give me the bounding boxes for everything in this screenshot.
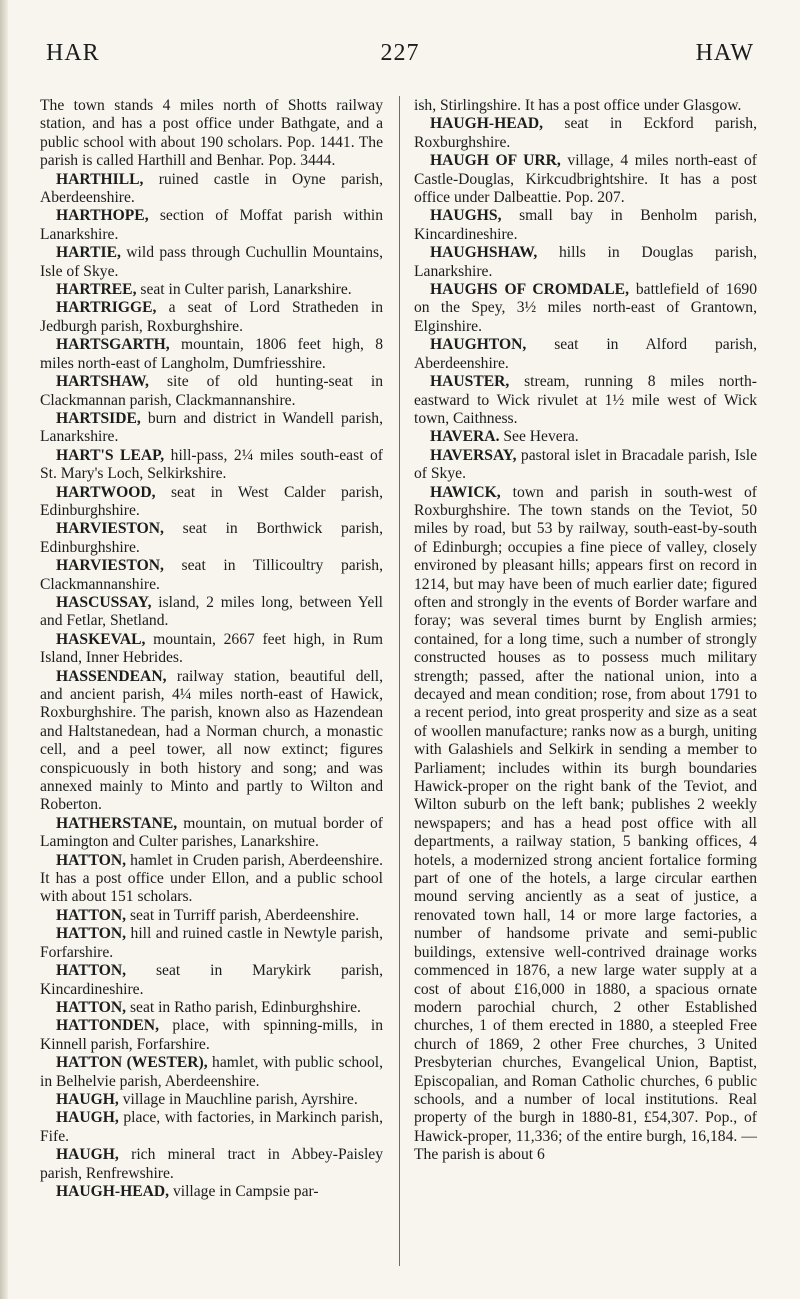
entry-text: hill-pass, 2¼ miles south-east of St. Mary's Loch, Selkirkshire. bbox=[40, 446, 383, 483]
gazetteer-entry bbox=[40, 925, 383, 962]
entry-headword: HARTHOPE, bbox=[56, 207, 149, 225]
gazetteer-entry bbox=[414, 152, 757, 207]
entry-headword: HATTON, bbox=[56, 962, 127, 980]
gazetteer-entry bbox=[414, 207, 757, 244]
gazetteer-entry bbox=[40, 97, 383, 171]
gazetteer-entry bbox=[40, 207, 383, 244]
entry-headword: HATTON, bbox=[56, 925, 127, 943]
gazetteer-entry bbox=[40, 907, 383, 925]
entry-text: rich mineral tract in Abbey-Paisley parish, Renfrewshire. bbox=[40, 1146, 383, 1182]
entry-headword: HAUGH, bbox=[56, 1090, 119, 1108]
gazetteer-entry bbox=[40, 631, 383, 668]
running-head-left: HAR bbox=[46, 40, 100, 66]
entry-text: town and parish in south-west of Roxburghshire. The town stands on the Teviot, 50 miles by road, but 53 by railway, south-east-by-south of Edinburgh; occupies a fine piece of valley, closely environed by pleasant hills; appears first on record in 1214, but may have been of much earlier date; figured often and strongly in the events of Border warfare and foray; was several times burnt by English armies; contained, for a long time, such a number of strongly constructed houses as to possess much military strength; passed, after the national union, into a decayed and mean condition; rose, from about 1791 to a recent period, into great prosperity and size as a seat of woollen manufacture; ranks now as a burgh, uniting with Galashiels and Selkirk in sending a member to Parliament; includes within its burgh boundaries Hawick-proper on the right bank of the Teviot, and Wilton suburb on the left bank; publishes 2 weekly newspapers; and has a head post office with all departments, a railway station, 5 banking offices, 4 hotels, a modernized strong ancient fortalice forming part of one of the hotels, a large circular earthen mound serving anciently as a seat of justice, a renovated town hall, 14 or more large factories, a number of handsome private and semi-public buildings, extensive well-contrived drainage works commenced in 1876, a new large water supply at a cost of about £16,000 in 1880, a spacious ornate modern parochial church, 2 other Established churches, 1 of them erected in 1880, a steepled Free church of 1869, 2 other Free churches, 3 United Presbyterian churches, Evangelical Union, Baptist, Episcopalian, and Roman Catholic churches, 6 public schools, and a number of local institutions. Real property of the burgh in 1880-81, £54,307. Pop., of Hawick-proper, 11,336; of the entire burgh, 16,184. — The parish is about 6 bbox=[414, 483, 757, 1164]
entry-headword: HASSENDEAN, bbox=[56, 667, 167, 685]
entry-text: seat in Eckford parish, Roxburghshire. bbox=[414, 115, 757, 151]
gazetteer-entry bbox=[40, 594, 383, 631]
entry-headword: HASKEVAL, bbox=[56, 630, 146, 648]
entry-text: See Hevera. bbox=[503, 428, 579, 446]
gazetteer-entry bbox=[40, 373, 383, 410]
entry-headword: HARTRIGGE, bbox=[56, 299, 157, 317]
entry-text: seat in Alford parish, Aberdeenshire. bbox=[414, 336, 757, 372]
gazetteer-entry bbox=[40, 999, 383, 1017]
entry-text: village, 4 miles north-east of Castle-Douglas, Kirkcudbrightshire. It has a post office under Dalbeattie. Pop. 207. bbox=[414, 152, 757, 207]
gazetteer-entry bbox=[414, 373, 757, 428]
entry-text: hamlet in Cruden parish, Aberdeenshire. It has a post office under Ellon, and a public school with about 151 scholars. bbox=[40, 851, 383, 906]
gazetteer-entry bbox=[414, 244, 757, 281]
gazetteer-entry bbox=[414, 336, 757, 373]
gazetteer-entry bbox=[40, 299, 383, 336]
gazetteer-entry bbox=[40, 336, 383, 373]
entry-headword: HASCUSSAY, bbox=[56, 593, 152, 611]
gazetteer-entry bbox=[40, 557, 383, 594]
gazetteer-entry bbox=[40, 668, 383, 815]
entry-text: seat in Turriff parish, Aberdeenshire. bbox=[129, 906, 360, 924]
entry-text: mountain, 2667 feet high, in Rum Island, Inner Hebrides. bbox=[40, 630, 383, 667]
entry-text: a seat of Lord Stratheden in Jedburgh parish, Roxburghshire. bbox=[40, 299, 383, 335]
gazetteer-entry bbox=[414, 428, 757, 446]
entry-headword: HAUGH OF URR, bbox=[430, 152, 561, 170]
entry-text: wild pass through Cuchullin Mountains, Isle of Skye. bbox=[40, 244, 383, 280]
entry-headword: HATTON, bbox=[56, 851, 127, 869]
entry-headword: HARTSIDE, bbox=[56, 409, 141, 427]
entry-headword: HAUGHSHAW, bbox=[430, 244, 538, 262]
entry-headword: HART'S LEAP, bbox=[56, 446, 165, 464]
entry-headword: HARTREE, bbox=[56, 281, 137, 299]
page-number: 227 bbox=[380, 40, 420, 66]
entry-headword: HARVIESTON, bbox=[56, 557, 164, 575]
page-header bbox=[40, 40, 760, 80]
entry-text: railway station, beautiful dell, and ancient parish, 4¼ miles north-east of Hawick, Roxburghshire. The parish, known also as Hazendean and Haltstanedean, had a Norman church, a monastic cell, and a peel tower, all now extinct; figures conspicuously in both history and song; and was annexed mainly to Minto and partly to Wilton and Roberton. bbox=[40, 667, 383, 814]
entry-headword: HARTSHAW, bbox=[56, 373, 149, 391]
entry-text: seat in West Calder parish, Edinburghshire. bbox=[40, 483, 383, 519]
gazetteer-entry bbox=[40, 447, 383, 484]
entry-headword: HAUGHS, bbox=[430, 207, 502, 225]
entry-headword: HARTIE, bbox=[56, 244, 121, 262]
gazetteer-entry bbox=[40, 1146, 383, 1183]
entry-headword: HAVERA. bbox=[430, 428, 500, 446]
entry-headword: HAUGH, bbox=[56, 1109, 119, 1127]
left-column bbox=[40, 97, 383, 1201]
entry-headword: HARTHILL, bbox=[56, 170, 144, 188]
entry-headword: HAUGH, bbox=[56, 1146, 119, 1164]
entry-text: seat in Culter parish, Lanarkshire. bbox=[140, 281, 352, 299]
gazetteer-entry bbox=[414, 281, 757, 336]
entry-text: small bay in Benholm parish, Kincardineshire. bbox=[414, 207, 757, 243]
entry-text: ruined castle in Oyne parish, Aberdeenshire. bbox=[40, 170, 384, 207]
gazetteer-entry bbox=[40, 281, 383, 299]
entry-text: ish, Stirlingshire. It has a post office under Glasgow. bbox=[414, 97, 742, 114]
entry-text: place, with factories, in Markinch parish, Fife. bbox=[40, 1109, 383, 1145]
gazetteer-entry bbox=[414, 447, 757, 484]
entry-headword: HATTON, bbox=[56, 998, 127, 1016]
entry-text: hamlet, with public school, in Belhelvie parish, Aberdeenshire. bbox=[40, 1054, 383, 1090]
entry-text: island, 2 miles long, between Yell and Fetlar, Shetland. bbox=[40, 593, 383, 630]
entry-headword: HATTON, bbox=[56, 906, 127, 924]
entry-text: The town stands 4 miles north of Shotts railway station, and has a post office under Bathgate, and a public school with about 190 scholars. Pop. 1441. The parish is called Harthill and Benhar. Pop. 3444. bbox=[40, 97, 383, 170]
gazetteer-entry bbox=[40, 1091, 383, 1109]
entry-headword: HARTWOOD, bbox=[56, 483, 156, 501]
gazetteer-entry bbox=[40, 484, 383, 521]
entry-headword: HARVIESTON, bbox=[56, 520, 164, 538]
gazetteer-entry bbox=[40, 962, 383, 999]
entry-text: seat in Marykirk parish, Kincardineshire. bbox=[40, 962, 383, 998]
entry-text: burn and district in Wandell parish, Lanarkshire. bbox=[40, 409, 383, 446]
gazetteer-entry bbox=[40, 852, 383, 907]
entry-headword: HAUGHTON, bbox=[430, 336, 527, 354]
column-divider bbox=[399, 96, 400, 1266]
gazetteer-entry bbox=[40, 520, 383, 557]
entry-text: village in Campsie par- bbox=[172, 1182, 319, 1200]
entry-headword: HAUGHS OF CROMDALE, bbox=[430, 281, 629, 299]
entry-headword: HARTSGARTH, bbox=[56, 336, 170, 354]
entry-text: hills in Douglas parish, Lanarkshire. bbox=[414, 244, 758, 280]
entry-headword: HAWICK, bbox=[430, 483, 501, 501]
entry-text: seat in Ratho parish, Edinburghshire. bbox=[129, 998, 361, 1016]
gazetteer-entry bbox=[40, 815, 383, 852]
entry-text: seat in Tillicoultry parish, Clackmannanshire. bbox=[40, 557, 383, 593]
entry-text: mountain, 1806 feet high, 8 miles north-east of Langholm, Dumfriesshire. bbox=[40, 336, 384, 372]
gazetteer-entry bbox=[40, 410, 383, 447]
gazetteer-entry bbox=[414, 115, 757, 152]
entry-text: seat in Borthwick parish, Edinburghshire. bbox=[40, 520, 383, 556]
gazetteer-entry bbox=[40, 1183, 383, 1201]
entry-headword: HAUGH-HEAD, bbox=[430, 115, 544, 133]
entry-text: section of Moffat parish within Lanarkshire. bbox=[40, 207, 384, 243]
entry-text: battlefield of 1690 on the Spey, 3½ miles north-east of Grantown, Elginshire. bbox=[414, 281, 757, 335]
gazetteer-entry bbox=[40, 1017, 383, 1054]
entry-text: mountain, on mutual border of Lamington and Culter parishes, Lanarkshire. bbox=[40, 814, 383, 851]
entry-text: hill and ruined castle in Newtyle parish, Forfarshire. bbox=[40, 925, 383, 961]
entry-text: stream, running 8 miles north-eastward to Wick rivulet at 1½ mile west of Wick town, Caithness. bbox=[414, 373, 757, 427]
gazetteer-entry bbox=[414, 97, 757, 115]
entry-headword: HATTONDEN, bbox=[56, 1017, 159, 1035]
gazetteer-entry bbox=[40, 1054, 383, 1091]
entry-text: site of old hunting-seat in Clackmannan parish, Clackmannanshire. bbox=[40, 373, 383, 409]
entry-headword: HATHERSTANE, bbox=[56, 814, 178, 832]
entry-headword: HAVERSAY, bbox=[430, 446, 517, 464]
entry-headword: HAUGH-HEAD, bbox=[56, 1182, 170, 1200]
entry-headword: HATTON (WESTER), bbox=[56, 1054, 208, 1072]
entry-text: village in Mauchline parish, Ayrshire. bbox=[122, 1090, 358, 1108]
entry-headword: HAUSTER, bbox=[430, 373, 510, 391]
gazetteer-entry bbox=[40, 171, 383, 208]
gazetteer-entry bbox=[40, 1109, 383, 1146]
gazetteer-entry bbox=[40, 244, 383, 281]
entry-text: pastoral islet in Bracadale parish, Isle of Skye. bbox=[414, 446, 757, 483]
gazetteer-entry bbox=[414, 484, 757, 1165]
running-head-right: HAW bbox=[695, 40, 754, 66]
entry-text: place, with spinning-mills, in Kinnell parish, Forfarshire. bbox=[40, 1017, 383, 1053]
right-column bbox=[414, 97, 757, 1165]
page-binding-shadow bbox=[0, 0, 8, 1299]
